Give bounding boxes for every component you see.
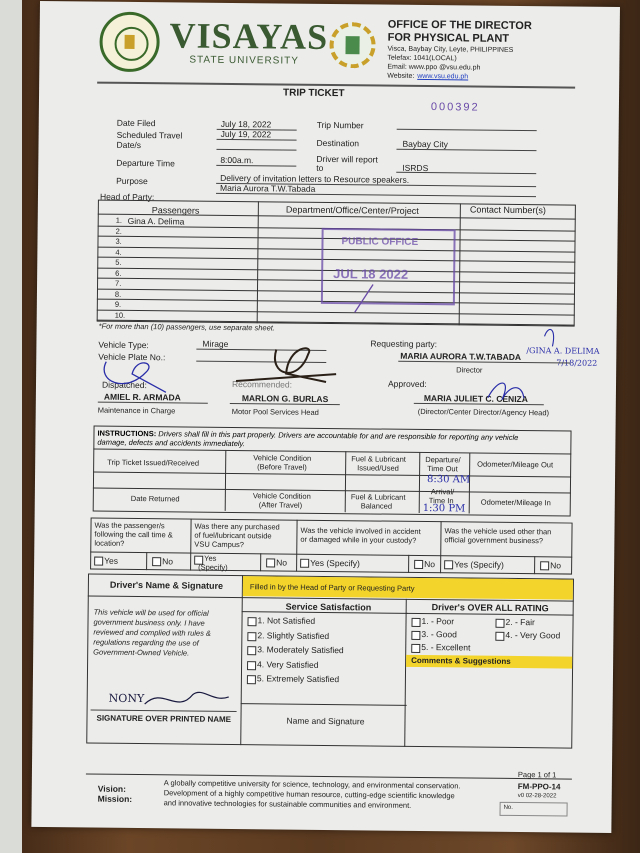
driver-report-value: ISRDS	[402, 162, 429, 174]
driver-signature-handwritten: NONY	[108, 691, 145, 706]
passenger-row-number: 10.	[114, 310, 126, 320]
passengers-header: Passengers	[151, 205, 200, 216]
date-filed-value: July 18, 2022	[220, 118, 272, 130]
q2-answer-divider	[260, 553, 261, 571]
destination-value: Baybay City	[402, 138, 448, 150]
approver-name: MARIA JULIET C. CENIZA	[423, 393, 528, 405]
q1-yes-label: Yes	[104, 555, 119, 566]
q1-line-3: location?	[94, 538, 125, 548]
filled-by-header: Filled in by the Head of Party or Requesting Party	[249, 582, 415, 593]
mission-label: Mission:	[97, 793, 133, 804]
passenger-row-number: 4.	[115, 247, 122, 257]
statement-line: government business only. I have	[93, 617, 205, 628]
trip-ticket-paper	[31, 1, 620, 833]
stamp-slash-mark	[355, 284, 373, 312]
mission-text-2: and innovative technologies for sustainable communities and environment.	[163, 798, 412, 810]
statement-line: This vehicle will be used for official	[93, 607, 209, 618]
destination-label: Destination	[316, 137, 360, 149]
arrival-sub: Time In	[428, 496, 454, 506]
dispatcher-signature	[101, 362, 166, 393]
q2-no-checkbox[interactable]	[266, 558, 275, 567]
recommender-signature	[236, 348, 336, 383]
form-title: TRIP TICKET	[283, 87, 345, 100]
passenger-note: *For more than (10) passengers, use separate sheet.	[98, 321, 276, 333]
service-rating-checkbox[interactable]	[247, 646, 256, 655]
passenger-row-number: 8.	[114, 289, 122, 299]
q1-no-checkbox[interactable]	[152, 557, 161, 566]
q2-yes-label: Yes	[204, 553, 217, 563]
ticket-issued-label: Trip Ticket Issued/Received	[107, 457, 200, 468]
departure-out-sub: Time Out	[427, 464, 458, 474]
q4-answer-divider	[534, 556, 535, 574]
service-rating-checkbox[interactable]	[247, 632, 256, 641]
purpose-value-1: Delivery of invitation letters to Resource speakers.	[220, 172, 410, 185]
service-rating-checkbox[interactable]	[247, 617, 256, 626]
director-label: Director	[456, 365, 483, 375]
driver-report-label: Driver will report	[316, 153, 378, 165]
condition-before-sub: (Before Travel)	[257, 462, 307, 472]
trip-number-label: Trip Number	[316, 119, 364, 131]
signature-over-name-label: SIGNATURE OVER PRINTED NAME	[96, 713, 232, 725]
passenger-row-number: 1.	[115, 215, 123, 225]
service-rating-label: 1. Not Satisfied	[257, 615, 316, 626]
overall-rating-label: 4. - Very Good	[505, 629, 561, 641]
form-number-label: No.	[503, 804, 513, 811]
q3-yes-label: Yes (Specify)	[310, 557, 360, 569]
q1-yes-checkbox[interactable]	[94, 557, 103, 566]
odometer-in-label: Odometer/Mileage In	[480, 497, 551, 508]
scheduled-value: July 19, 2022	[220, 128, 272, 140]
instructions-text-1: Drivers shall fill in this part properly. Drivers are accountable for and are responsible for reporting any vehicle	[156, 429, 519, 442]
dispatcher-role: Maintenance in Charge	[97, 405, 176, 416]
requesting-party-name: MARIA AURORA T.W.TABADA	[400, 350, 522, 363]
q2-specify-label: (Specify)	[198, 562, 228, 572]
overall-rating-label: 2. - Fair	[505, 616, 535, 628]
office-telefax: Telefax: 1041(LOCAL)	[387, 54, 457, 63]
date-returned-label: Date Returned	[130, 493, 180, 504]
dispatched-label: Dispatched:	[101, 379, 147, 391]
departure-value: 8:00a.m.	[220, 154, 254, 166]
service-rating-label: 5. Extremely Satisfied	[256, 673, 340, 685]
departure-out-value: 8:30 AM	[426, 474, 471, 486]
q4-yes-checkbox[interactable]	[444, 560, 453, 569]
q1-no-label: No	[162, 556, 174, 567]
passenger-row-number: 9.	[114, 299, 122, 309]
statement-line: regulations regarding the use of	[93, 637, 199, 648]
passenger-row-number: 2.	[115, 226, 122, 236]
first-passenger-name: Gina A. Delima	[127, 215, 185, 227]
q3-no-checkbox[interactable]	[414, 560, 423, 569]
condition-after-sub: (After Travel)	[258, 500, 303, 510]
office-line2: FOR PHYSICAL PLANT	[387, 31, 510, 45]
date-filed-label: Date Filed	[116, 117, 156, 129]
service-satisfaction-header: Service Satisfaction	[285, 601, 372, 613]
statement-line: reviewed and complied with rules &	[93, 627, 212, 638]
statement-line: Government-Owned Vehicle.	[93, 647, 190, 658]
departure-label: Departure Time	[116, 157, 175, 169]
q1-answer-divider	[146, 552, 147, 570]
office-address: Visca, Baybay City, Leyte, PHILIPPINES	[387, 45, 514, 54]
q4-yes-label: Yes (Specify)	[454, 559, 504, 570]
passenger-row-number: 7.	[115, 278, 122, 288]
q2-line-1: Was there any purchased	[194, 521, 280, 532]
overall-rating-checkbox[interactable]	[411, 618, 420, 627]
arrival-value: 1:30 PM	[422, 502, 466, 515]
service-rating-label: 3. Moderately Satisfied	[257, 644, 344, 656]
fuel-issued-sub: Issued/Used	[357, 463, 399, 473]
requesting-signature	[544, 329, 553, 346]
q1-line-1: Was the passenger/s	[94, 520, 165, 531]
overall-rating-header: Driver's OVER ALL RATING	[431, 602, 549, 614]
fuel-balanced-sub: Balanced	[360, 501, 393, 511]
overall-rating-checkbox[interactable]	[411, 631, 420, 640]
q3-yes-checkbox[interactable]	[300, 559, 309, 568]
name-signature-label: Name and Signature	[286, 715, 365, 727]
requesting-party-label: Requesting party:	[370, 338, 438, 350]
vision-text: A globally competitive university for science, technology, and environmental conservation.	[163, 778, 461, 791]
service-rating-label: 2. Slightly Satisfied	[257, 629, 330, 641]
overall-rating-checkbox[interactable]	[495, 632, 504, 641]
driver-report-label-2: to	[316, 162, 324, 173]
approver-signature	[488, 383, 524, 400]
q1-line-2: following the call time &	[94, 529, 173, 540]
instructions-label: INSTRUCTIONS:	[97, 428, 157, 439]
vision-label: Vision:	[97, 783, 127, 794]
q4-no-label: No	[550, 560, 562, 571]
overall-rating-checkbox[interactable]	[495, 619, 504, 628]
passenger-row-number: 5.	[115, 257, 122, 267]
mission-text-1: Development of a highly competitive human resource, cutting-edge scientific knowledge	[163, 788, 455, 801]
purpose-label: Purpose	[116, 175, 148, 187]
recommended-label: Recommended:	[231, 378, 293, 390]
contact-header: Contact Number(s)	[469, 204, 546, 216]
scheduled-label-2: Date/s	[116, 139, 142, 151]
vehicle-type-label: Vehicle Type:	[98, 339, 149, 351]
scheduled-label: Scheduled Travel	[116, 129, 183, 141]
overall-rating-label: 1. - Poor	[421, 615, 455, 627]
vehicle-type-value: Mirage	[202, 338, 229, 349]
q3-line-2: or damaged while in your custody?	[300, 534, 417, 545]
form-version: v0 02-28-2022	[517, 793, 557, 800]
adjacent-paper-edge	[0, 0, 22, 853]
passenger-row-number: 3.	[115, 236, 122, 246]
service-rating-label: 4. Very Satisfied	[257, 658, 319, 670]
recommender-role: Motor Pool Services Head	[231, 406, 319, 417]
q3-no-label: No	[424, 559, 436, 570]
overall-rating-label: 5. - Excellent	[421, 641, 471, 653]
overall-rating-label: 3. - Good	[421, 628, 457, 640]
q2-line-2: of fuel/lubricant outside	[194, 530, 272, 541]
requesting-date-handwritten: 7/18/2022	[556, 358, 598, 368]
service-rating-checkbox[interactable]	[247, 661, 256, 670]
page-indicator: Page 1 of 1	[517, 770, 557, 780]
fuel-balanced-label: Fuel & Lubricant	[350, 492, 406, 502]
purpose-value-2: Maria Aurora T.W.Tabada	[220, 182, 316, 194]
arrival-label: Arrival/	[430, 487, 455, 497]
q2-no-label: No	[276, 557, 288, 568]
recommender-name: MARLON G. BURLAS	[241, 393, 329, 405]
q3-answer-divider	[408, 555, 409, 573]
ticket-number: 000392	[430, 101, 480, 114]
office-website-label: Website:	[387, 72, 415, 80]
condition-after-label: Vehicle Condition	[252, 491, 311, 501]
condition-before-label: Vehicle Condition	[253, 453, 312, 463]
office-website-link[interactable]: www.vsu.edu.ph	[417, 72, 469, 81]
form-code: FM-PPO-14	[517, 782, 561, 792]
comments-header: Comments & Suggestions	[411, 655, 511, 666]
approved-label: Approved:	[387, 378, 427, 390]
q4-line-1: Was the vehicle used other than	[444, 526, 552, 537]
head-of-party-label: Head of Party:	[99, 191, 155, 203]
departure-out-label: Departure/	[425, 455, 461, 465]
fuel-issued-label: Fuel & Lubricant	[351, 454, 406, 464]
service-rating-checkbox[interactable]	[247, 675, 256, 684]
q3-line-1: Was the vehicle involved in accident	[300, 525, 421, 536]
passenger-row-number: 6.	[115, 268, 122, 278]
driver-sig-header: Driver's Name & Signature	[109, 579, 224, 591]
office-email: Email: www.ppo @vsu.edu.ph	[387, 63, 481, 72]
approver-role: (Director/Center Director/Agency Head)	[417, 406, 550, 418]
q2-line-3: VSU Campus?	[194, 539, 244, 550]
university-subname: STATE UNIVERSITY	[189, 54, 299, 67]
university-name: VISAYAS	[169, 15, 329, 57]
stamp-office-text: PUBLIC OFFICE	[341, 236, 419, 248]
overall-rating-checkbox[interactable]	[411, 644, 420, 653]
instructions-text-2: damage, defects and accidents immediately.	[97, 437, 245, 449]
stamp-date-text: JUL 18 2022	[333, 266, 409, 282]
odometer-out-label: Odometer/Mileage Out	[477, 459, 554, 470]
q4-line-2: official government business?	[444, 535, 544, 546]
requesting-party-handwritten: /GINA A. DELIMA	[526, 346, 600, 356]
department-header: Department/Office/Center/Project	[285, 204, 419, 216]
office-line1: OFFICE OF THE DIRECTOR	[387, 18, 532, 33]
q4-no-checkbox[interactable]	[540, 561, 549, 570]
dispatcher-name: AMIEL R. ARMADA	[103, 391, 181, 403]
vehicle-plate-label: Vehicle Plate No.:	[98, 351, 166, 363]
